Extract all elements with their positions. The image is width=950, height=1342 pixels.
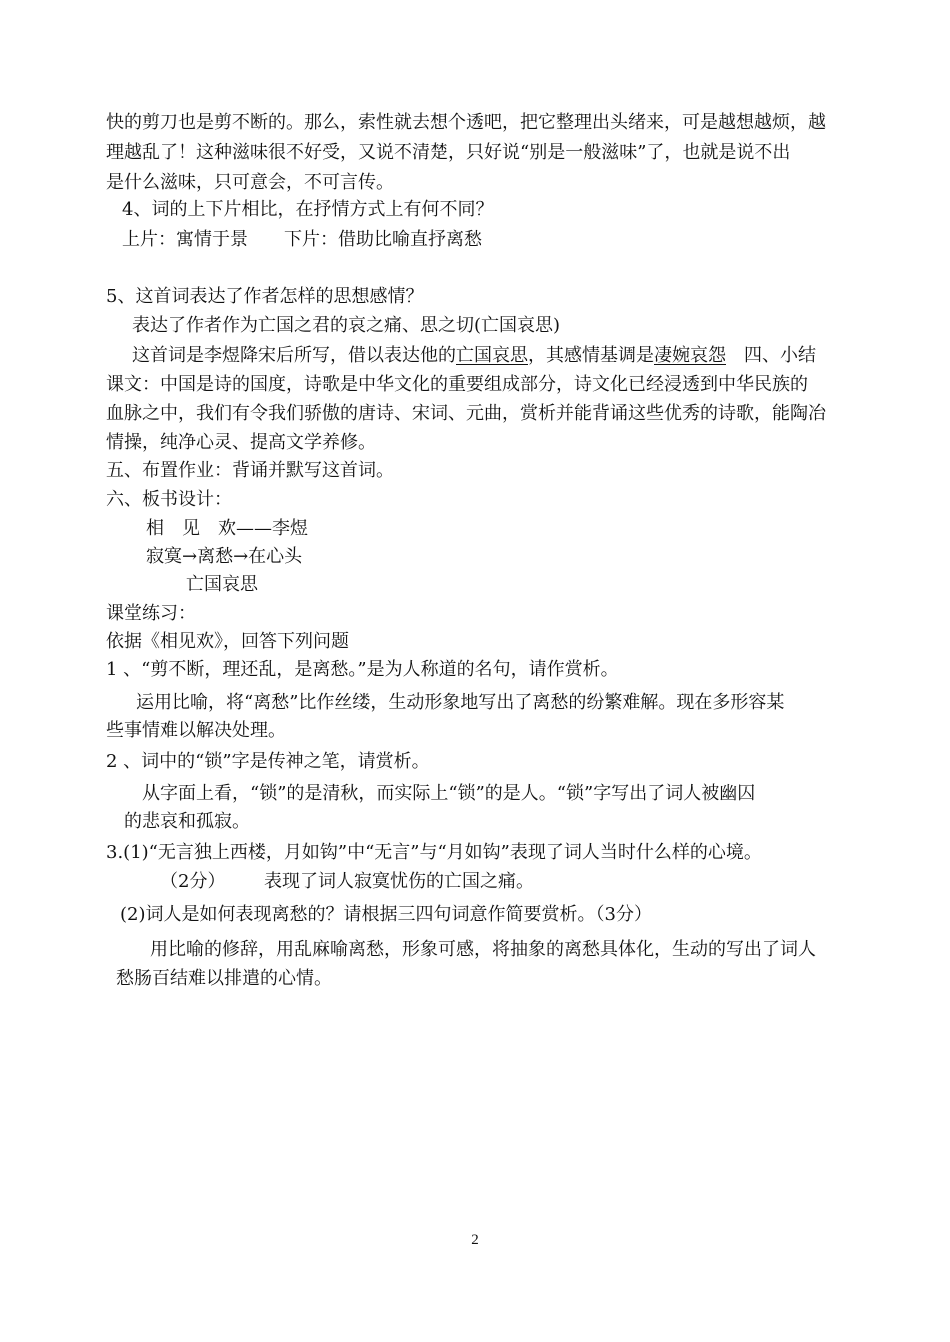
exercise-1-question: 1 、“剪不断，理还乱，是离愁。”是为人称道的名句，请作赏析。 [106, 659, 619, 680]
body-line-3: 是什么滋味，只可意会，不可言传。 [106, 172, 394, 193]
underlined-term-1: 亡国哀思 [456, 345, 528, 366]
answer-5: 表达了作者作为亡国之君的哀之痛、思之切(亡国哀思) [132, 315, 561, 336]
board-line-1: 相 见 欢——李煜 [146, 518, 308, 539]
page-number: 2 [471, 1232, 479, 1248]
homework-line: 五、布置作业：背诵并默写这首词。 [106, 460, 394, 481]
summary-line-4: 情操，纯净心灵、提高文学养修。 [106, 432, 376, 453]
underlined-term-2: 凄婉哀怨 [654, 345, 726, 366]
exercise-1-answer-1: 运用比喻，将“离愁”比作丝缕，生动形象地写出了离愁的纷繁难解。现在多形容某 [136, 692, 785, 713]
exercise-2-question: 2 、词中的“锁”字是传神之笔，请赏析。 [106, 751, 430, 772]
body-line-2: 理越乱了！这种滋味很不好受，又说不清楚，只好说“别是一般滋味”了，也就是说不出 [106, 142, 791, 163]
summary-line-3: 血脉之中，我们有令我们骄傲的唐诗、宋词、元曲，赏析并能背诵这些优秀的诗歌，能陶冶 [106, 403, 826, 424]
exercise-3-question-2: (2)词人是如何表现离愁的？请根据三四句词意作简要赏析。（3分） [120, 904, 652, 925]
exercise-3-score: （2分） [160, 871, 226, 892]
exercise-3-answer-2-line-1: 用比喻的修辞，用乱麻喻离愁，形象可感，将抽象的离愁具体化，生动的写出了词人 [150, 939, 816, 960]
question-5: 5、这首词表达了作者怎样的思想感情？ [106, 286, 424, 307]
exercise-3-question-1: 3.(1)“无言独上西楼，月如钩”中“无言”与“月如钩”表现了词人当时什么样的心境。 [106, 842, 762, 863]
board-line-3: 亡国哀思 [186, 574, 258, 595]
board-design-heading: 六、板书设计： [106, 489, 232, 510]
exercise-3-answer-2-line-2: 愁肠百结难以排遣的心情。 [116, 968, 332, 989]
summary-text-mid: ，其感情基调是 [528, 345, 654, 366]
exercise-3-answer-1: 表现了词人寂寞忧伤的亡国之痛。 [264, 871, 534, 892]
summary-line-2: 课文：中国是诗的国度，诗歌是中华文化的重要组成部分，诗文化已经浸透到中华民族的 [106, 374, 808, 395]
exercise-2-answer-1: 从字面上看，“锁”的是清秋，而实际上“锁”的是人。“锁”字写出了词人被幽囚 [142, 783, 756, 804]
summary-text-pre: 这首词是李煜降宋后所写，借以表达他的 [132, 345, 456, 366]
exercise-heading: 课堂练习： [106, 603, 196, 624]
question-4: 4、词的上下片相比，在抒情方式上有何不同？ [122, 199, 494, 220]
body-line-1: 快的剪刀也是剪不断的。那么，索性就去想个透吧，把它整理出头绪来，可是越想越烦，越 [106, 112, 826, 133]
board-line-2: 寂寞→离愁→在心头 [146, 546, 303, 567]
exercise-1-answer-2: 些事情难以解决处理。 [106, 720, 286, 741]
exercise-2-answer-2: 的悲哀和孤寂。 [124, 811, 250, 832]
exercise-intro: 依据《相见欢》，回答下列问题 [106, 631, 349, 652]
summary-heading: 四、小结 [726, 345, 816, 366]
summary-line-1 [132, 343, 816, 369]
answer-4: 上片：寓情于景 下片：借助比喻直抒离愁 [122, 229, 482, 250]
